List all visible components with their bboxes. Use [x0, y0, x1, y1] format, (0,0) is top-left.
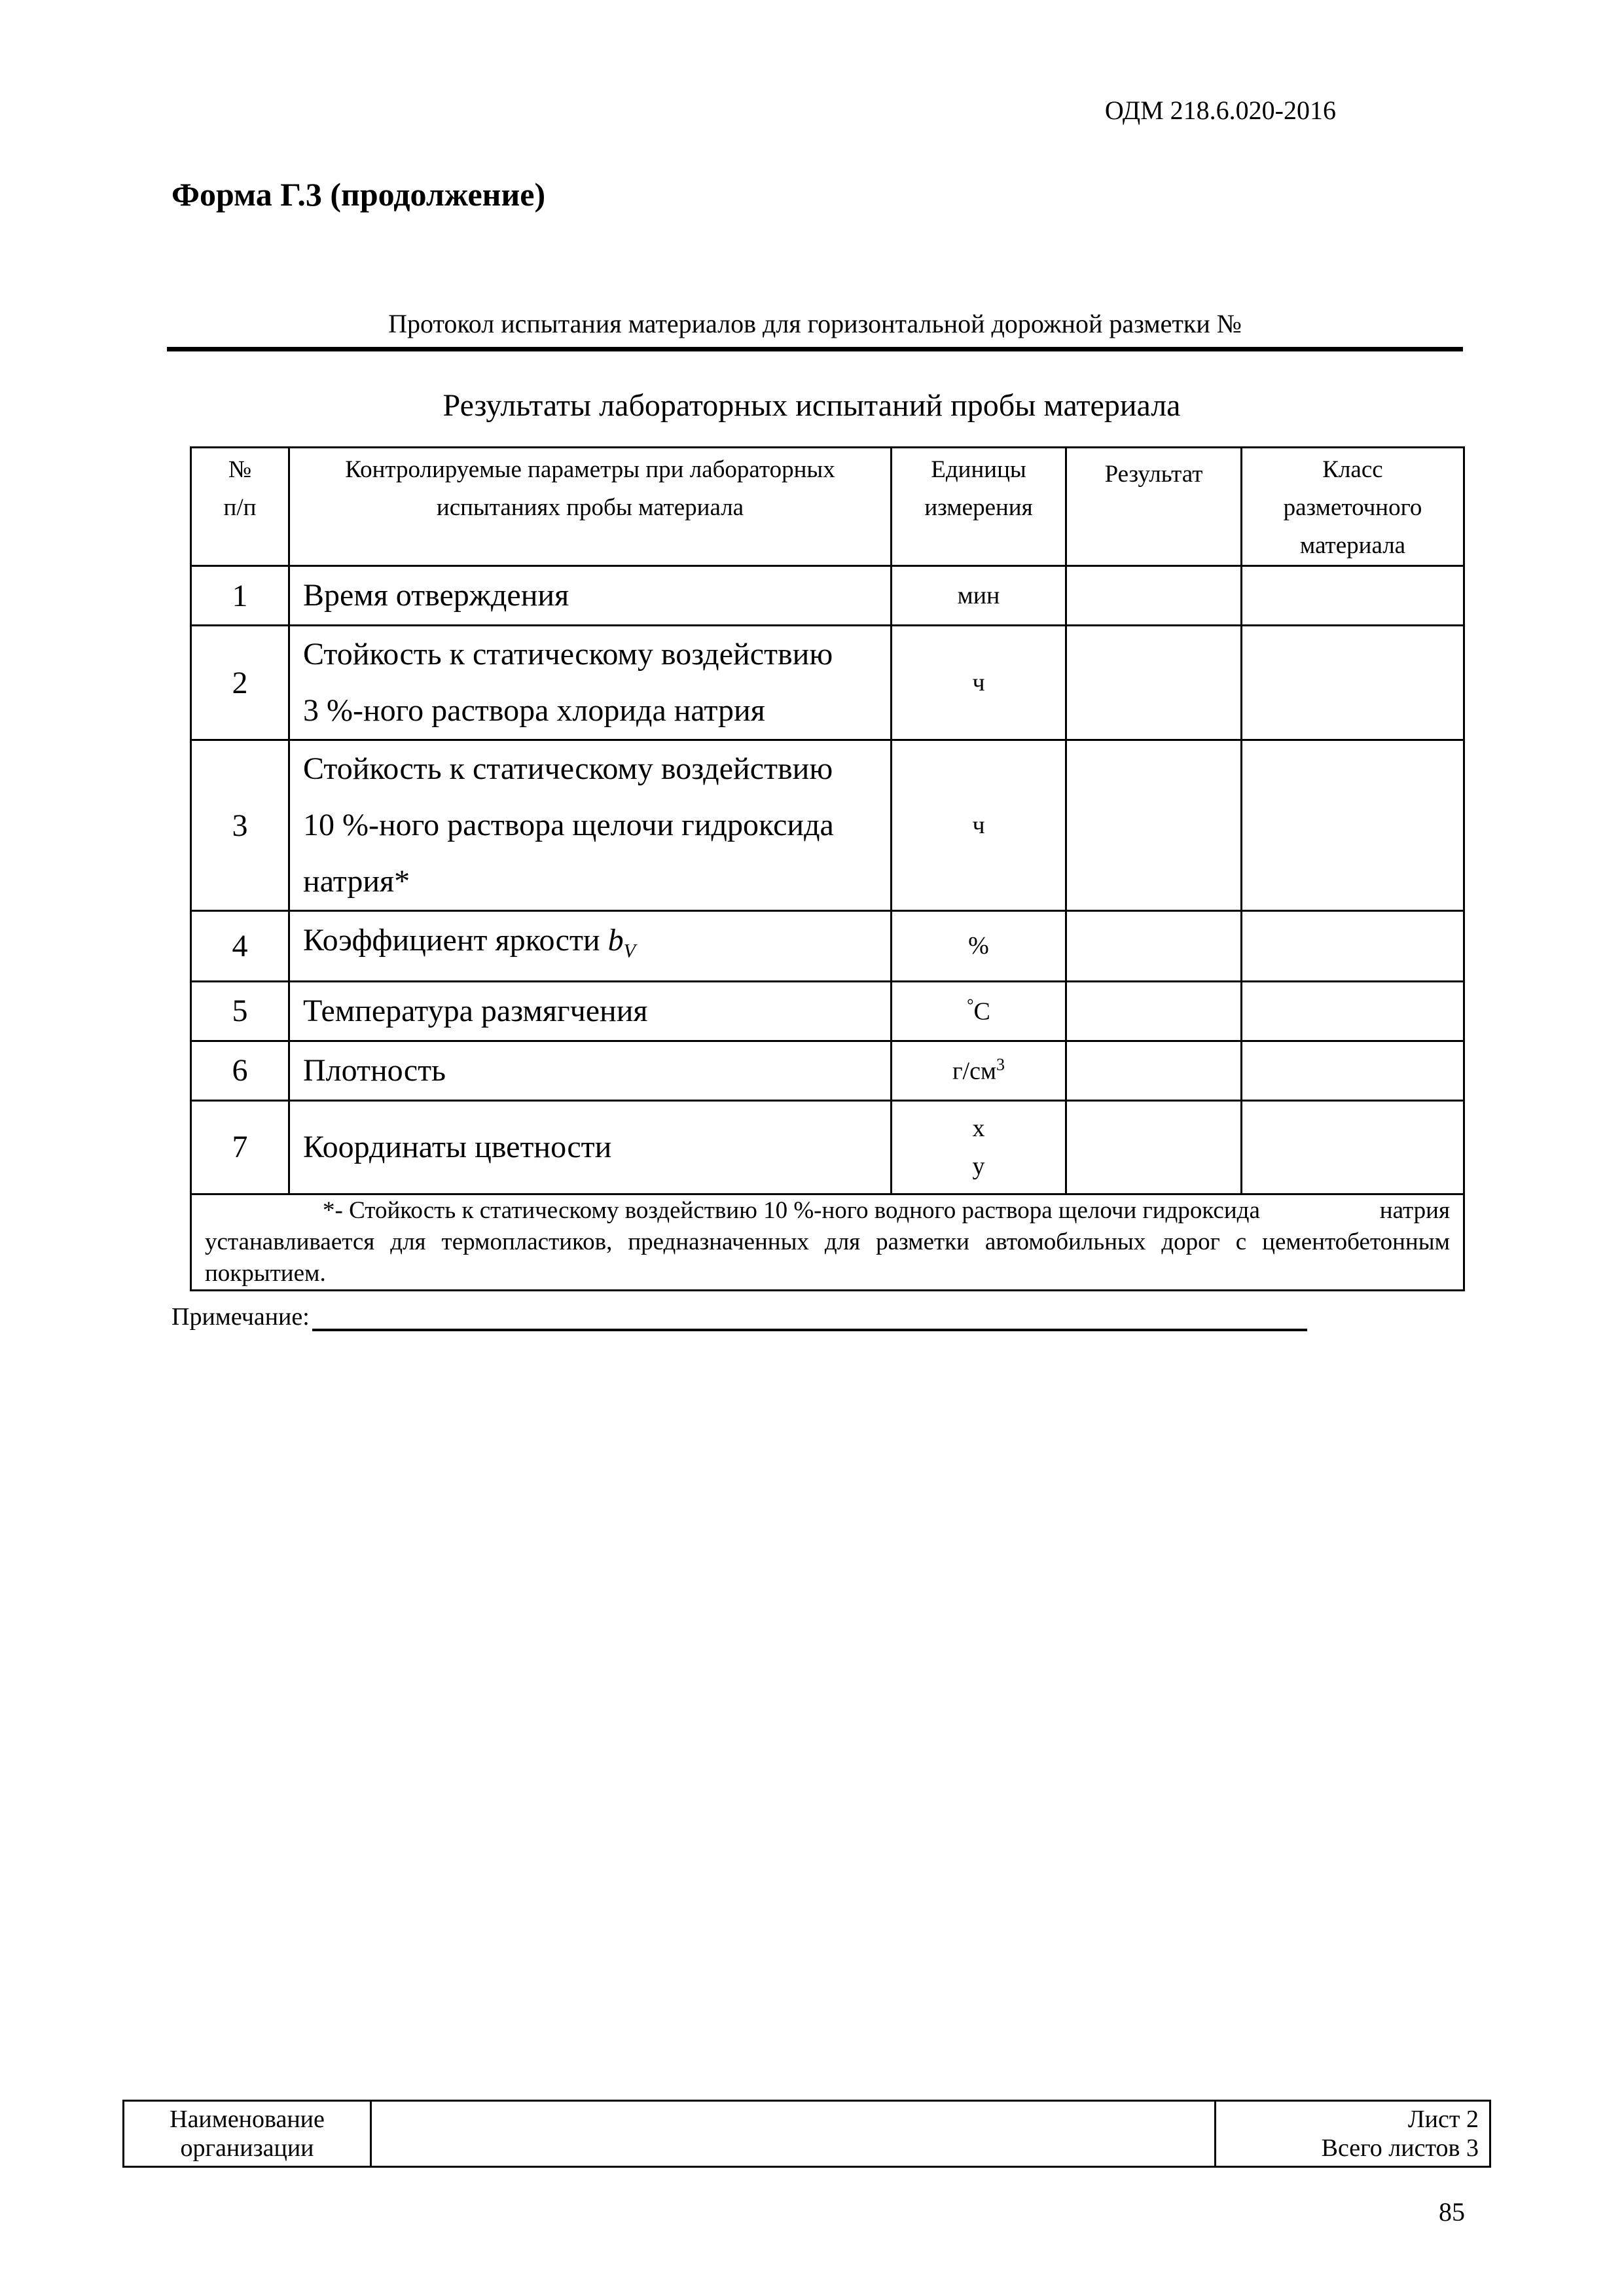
- row-class-cell[interactable]: [1242, 1041, 1464, 1100]
- results-table: [190, 446, 1465, 1291]
- header-result: Результат: [1066, 448, 1242, 566]
- table-row: [191, 566, 1464, 626]
- coordinate-y: у: [972, 1152, 985, 1180]
- coordinate-x: х: [972, 1114, 985, 1142]
- footnote: [191, 1194, 1464, 1290]
- row-parameter-line: натрия*: [303, 864, 410, 899]
- row-result-cell[interactable]: [1066, 1041, 1242, 1100]
- row-unit: ч: [892, 626, 1066, 740]
- table-row: [191, 740, 1464, 911]
- row-parameter: [289, 911, 892, 982]
- row-result-cell[interactable]: [1066, 1100, 1242, 1194]
- row-parameter: Плотность: [289, 1041, 892, 1100]
- row-number: 7: [191, 1100, 289, 1194]
- table-row: [191, 1100, 1464, 1194]
- header-class-line-2: разметочного: [1283, 494, 1422, 521]
- row-result-cell[interactable]: [1066, 626, 1242, 740]
- row-unit: [892, 981, 1066, 1041]
- row-class-cell[interactable]: [1242, 981, 1464, 1041]
- row-class-cell[interactable]: [1242, 740, 1464, 911]
- row-number: 6: [191, 1041, 289, 1100]
- org-name-field[interactable]: [371, 2101, 1216, 2167]
- row-parameter: Температура размягчения: [289, 981, 892, 1041]
- row-unit-text: С: [973, 997, 990, 1026]
- document-code: ОДМ 218.6.020-2016: [1104, 96, 1336, 125]
- note: [171, 1302, 1307, 1331]
- sheet-info: [1216, 2101, 1490, 2167]
- row-parameter-line: 3 %-ного раствора хлорида натрия: [303, 693, 765, 728]
- protocol-title: Протокол испытания материалов для горизонтальной дорожной разметки №: [388, 309, 1242, 338]
- row-class-cell[interactable]: [1242, 1100, 1464, 1194]
- note-label: Примечание:: [171, 1303, 310, 1331]
- row-number: 4: [191, 911, 289, 982]
- header-class-line-1: Класс: [1322, 456, 1383, 483]
- cube-superscript: 3: [996, 1055, 1005, 1075]
- table-row: [191, 911, 1464, 982]
- row-result-cell[interactable]: [1066, 740, 1242, 911]
- row-class-cell[interactable]: [1242, 911, 1464, 982]
- header-num-line-2: п/п: [223, 494, 257, 521]
- header-unit: [892, 448, 1066, 566]
- row-parameter: [289, 740, 892, 911]
- row-unit: ч: [892, 740, 1066, 911]
- row-parameter: [289, 626, 892, 740]
- header-class-line-3: материала: [1299, 532, 1406, 559]
- row-number: 1: [191, 566, 289, 626]
- row-parameter-line: Стойкость к статическому воздействию: [303, 637, 833, 672]
- row-result-cell[interactable]: [1066, 566, 1242, 626]
- form-title: Форма Г.3 (продолжение): [171, 176, 546, 213]
- degree-sign: °: [967, 996, 974, 1015]
- footer-stamp: [122, 2100, 1491, 2168]
- header-num-line-1: №: [228, 456, 252, 483]
- sheet-number: Лист 2: [1407, 2106, 1479, 2133]
- row-class-cell[interactable]: [1242, 626, 1464, 740]
- row-number: 5: [191, 981, 289, 1041]
- row-parameter: Координаты цветности: [289, 1100, 892, 1194]
- header-param: [289, 448, 892, 566]
- page-number: 85: [1439, 2197, 1465, 2227]
- note-input-line[interactable]: [312, 1306, 1307, 1331]
- row-parameter-line: 10 %-ного раствора щелочи гидроксида: [303, 808, 834, 842]
- header-unit-line-1: Единицы: [931, 456, 1026, 483]
- table-row: [191, 626, 1464, 740]
- org-label-line-1: Наименование: [170, 2106, 325, 2133]
- row-unit: %: [892, 911, 1066, 982]
- table-header-row: [191, 448, 1464, 566]
- row-result-cell[interactable]: [1066, 981, 1242, 1041]
- header-num: [191, 448, 289, 566]
- table-row: [191, 981, 1464, 1041]
- row-result-cell[interactable]: [1066, 911, 1242, 982]
- header-param-line-1: Контролируемые параметры при лабораторных: [345, 456, 835, 483]
- row-parameter: Время отверждения: [289, 566, 892, 626]
- row-unit: [892, 1041, 1066, 1100]
- footnote-line-1: *- Стойкость к статическому воздействию 10 %-ного водного раствора щелочи гидроксида: [323, 1196, 1260, 1224]
- org-label-line-2: организации: [180, 2134, 314, 2162]
- header-param-line-2: испытаниях пробы материала: [436, 494, 744, 521]
- footnote-line-2: натрия устанавливается для термопластиков, предназначенных для разметки автомобильных дорог с цементобетонным покрытием.: [205, 1196, 1450, 1287]
- row-number: 3: [191, 740, 289, 911]
- org-label: [124, 2101, 371, 2167]
- header-unit-line-2: измерения: [924, 494, 1033, 521]
- row-number: 2: [191, 626, 289, 740]
- footnote-row: [191, 1194, 1464, 1290]
- brightness-subscript: V: [623, 940, 636, 962]
- row-unit-text: г/см: [952, 1057, 997, 1085]
- header-class: [1242, 448, 1464, 566]
- protocol-title-line: [167, 308, 1463, 351]
- results-title: Результаты лабораторных испытаний пробы материала: [442, 388, 1181, 423]
- table-row: [191, 1041, 1464, 1100]
- row-unit: [892, 1100, 1066, 1194]
- total-sheets: Всего листов 3: [1321, 2134, 1479, 2162]
- row-parameter-line: Стойкость к статическому воздействию: [303, 751, 833, 786]
- brightness-symbol: b: [607, 923, 624, 958]
- row-class-cell[interactable]: [1242, 566, 1464, 626]
- row-parameter-text: Коэффициент яркости: [303, 923, 608, 958]
- row-unit: мин: [892, 566, 1066, 626]
